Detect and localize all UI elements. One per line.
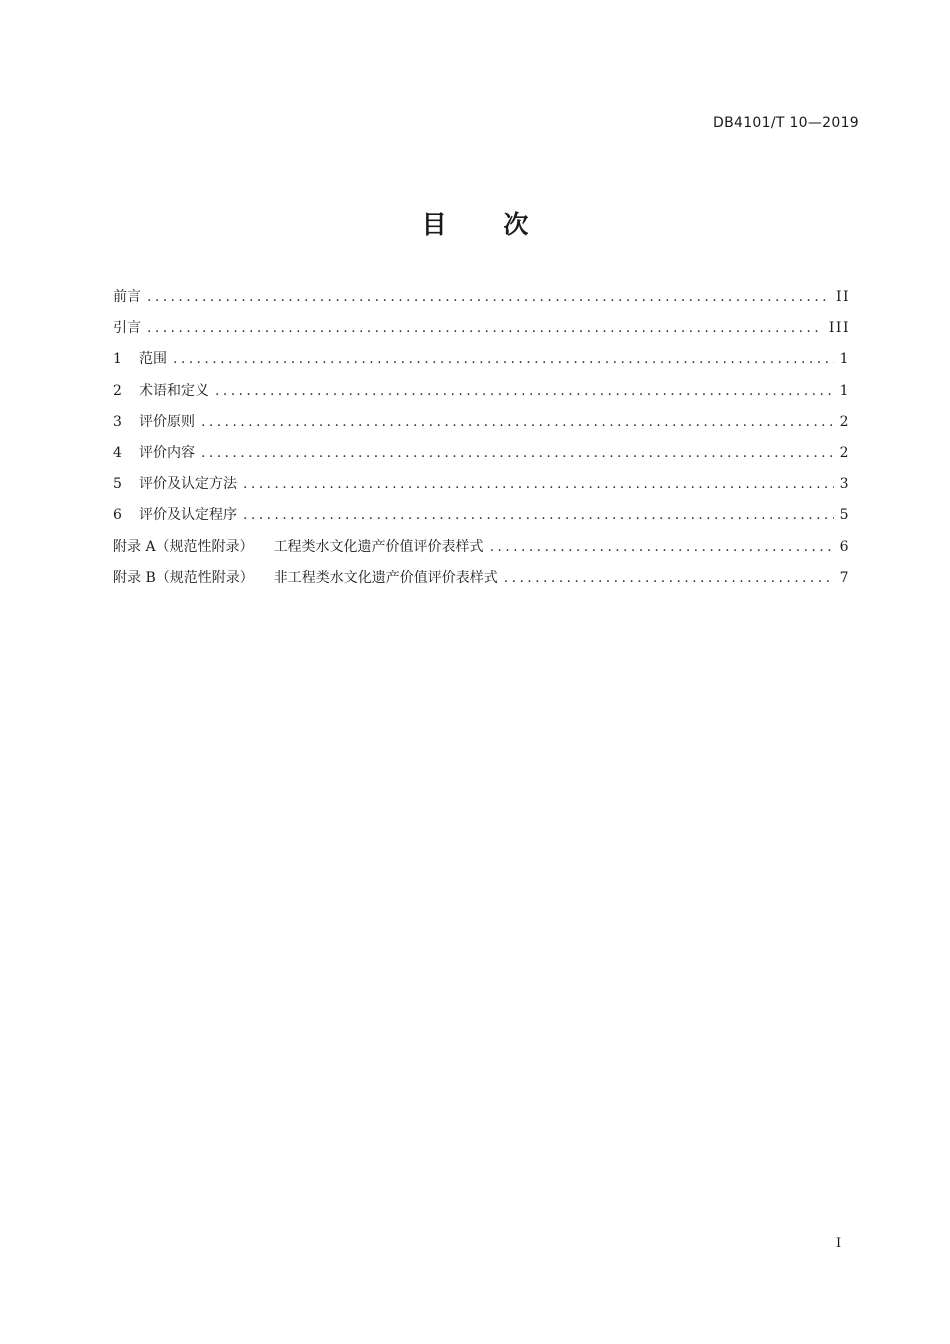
toc-dot-leader xyxy=(504,567,834,589)
toc-page-number: 2 xyxy=(839,444,850,461)
page-folio: I xyxy=(836,1236,842,1251)
toc-entry-number: 1 xyxy=(113,351,122,368)
toc-entry[interactable] xyxy=(113,411,850,442)
toc-page-number: III xyxy=(828,320,850,337)
toc-entry-label: 评价及认定方法 xyxy=(139,476,237,493)
toc-dot-leader xyxy=(173,348,834,370)
toc-entry-number: 3 xyxy=(113,413,122,430)
toc-page-number: 1 xyxy=(839,351,850,368)
toc-dot-leader xyxy=(243,504,834,526)
toc-entry-number: 6 xyxy=(113,507,122,524)
toc-entry[interactable] xyxy=(113,348,850,379)
toc-dot-leader xyxy=(490,536,834,558)
toc-dot-leader xyxy=(201,442,834,464)
toc-entry[interactable] xyxy=(113,504,850,535)
toc-dot-leader xyxy=(243,473,834,495)
toc-entry-number: 5 xyxy=(113,476,122,493)
toc-entry-label: 评价原则 xyxy=(139,413,195,430)
toc-entry-label: 引言 xyxy=(113,320,141,337)
toc-entry-label: 附录 A（规范性附录） xyxy=(113,538,254,555)
toc-entry-label: 附录 B（规范性附录） xyxy=(113,569,254,586)
toc-entry-label: 评价及认定程序 xyxy=(139,507,237,524)
toc-page-number: 3 xyxy=(839,476,850,493)
toc-dot-leader xyxy=(201,411,834,433)
toc-entry-label: 评价内容 xyxy=(139,444,195,461)
toc-entry[interactable] xyxy=(113,536,850,567)
toc-title: 目 次 xyxy=(421,210,553,239)
toc-page-number: 5 xyxy=(839,507,850,524)
toc-entry-label: 范围 xyxy=(139,351,167,368)
toc-entry[interactable] xyxy=(113,380,850,411)
toc-dot-leader xyxy=(147,317,823,339)
toc-entry-subtitle: 非工程类水文化遗产价值评价表样式 xyxy=(273,569,498,586)
toc-page-number: 6 xyxy=(839,538,850,555)
toc-entry-label: 术语和定义 xyxy=(139,382,209,399)
toc-entry[interactable] xyxy=(113,286,850,317)
toc-page-number: 1 xyxy=(839,382,850,399)
toc-page-number: 2 xyxy=(839,413,850,430)
toc-entry[interactable] xyxy=(113,317,850,348)
toc-page-number: 7 xyxy=(839,569,850,586)
standard-code: DB4101/T 10—2019 xyxy=(713,115,859,131)
toc-dot-leader xyxy=(215,380,834,402)
toc-entry-subtitle: 工程类水文化遗产价值评价表样式 xyxy=(273,538,484,555)
toc-entry-label: 前言 xyxy=(113,289,141,305)
toc-entry-number: 4 xyxy=(113,444,122,461)
toc-page-number: II xyxy=(835,289,850,305)
toc-entry-number: 2 xyxy=(113,382,122,399)
toc-entry[interactable] xyxy=(113,442,850,473)
toc-entry[interactable] xyxy=(113,567,850,598)
toc-dot-leader xyxy=(147,286,830,308)
table-of-contents xyxy=(113,286,850,598)
toc-entry[interactable] xyxy=(113,473,850,504)
